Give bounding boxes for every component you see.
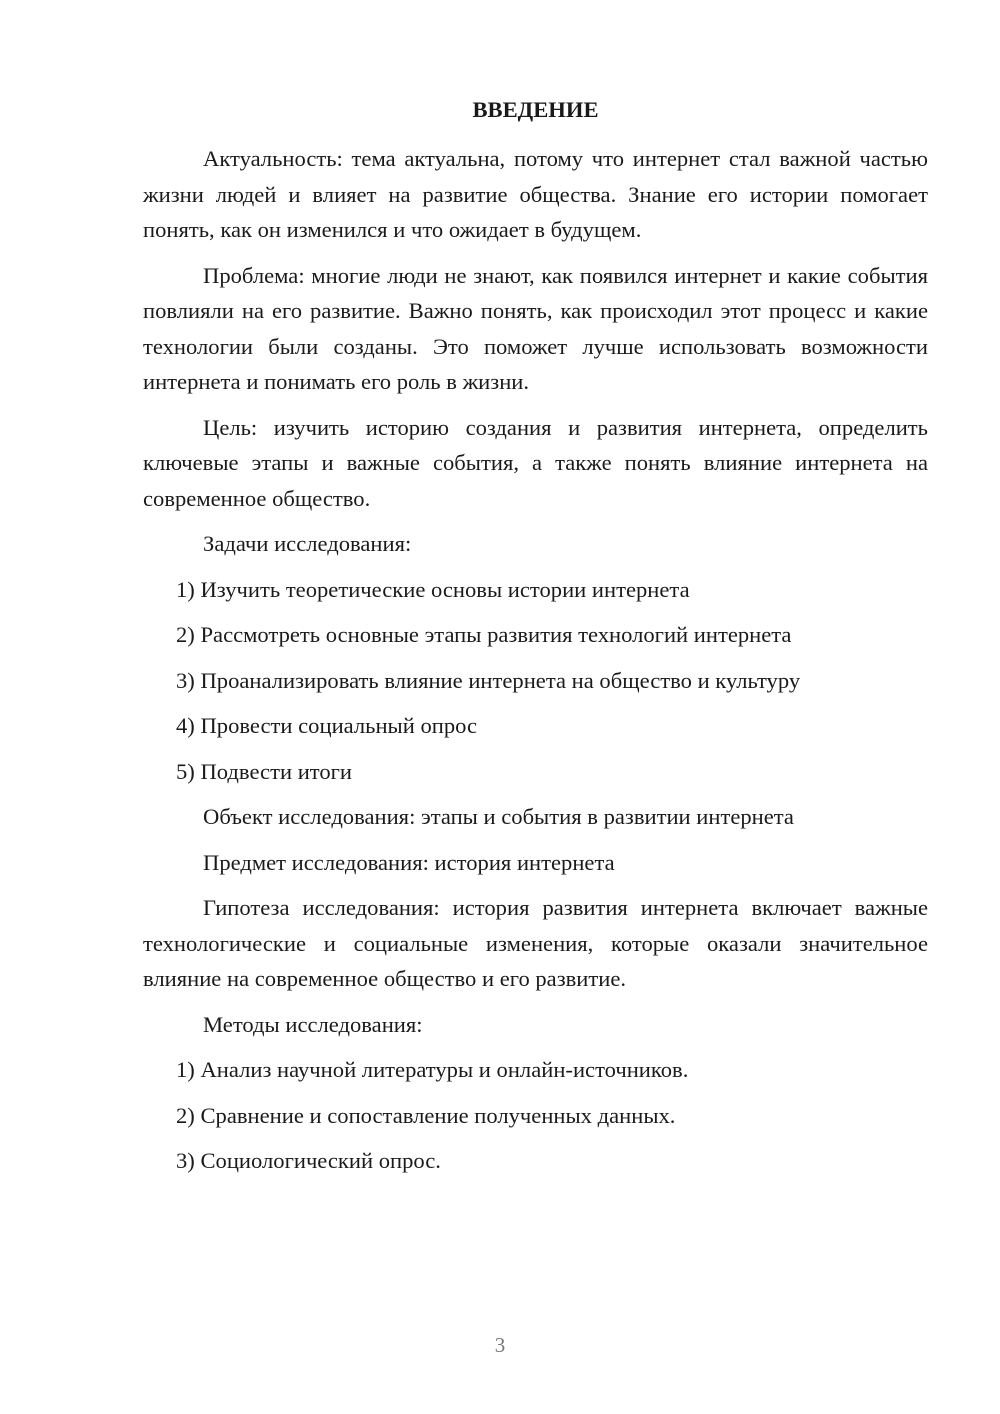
list-item: 4) Провести социальный опрос bbox=[176, 713, 478, 738]
list-item: 2) Сравнение и сопоставление полученных данных. bbox=[176, 1102, 676, 1128]
relevance-paragraph: Актуальность: тема актуальна, потому что интернет стал важной частью жизни людей и влияет на развитие общества. Знание его истории помогает понять, как он изменился и что ожидает в будущем. bbox=[143, 146, 928, 242]
list-item: 1) Изучить теоретические основы истории интернета bbox=[176, 576, 690, 602]
list-item: 3) Проанализировать влияние интернета на общество и культуру bbox=[176, 667, 801, 693]
page-body bbox=[143, 92, 928, 1189]
list-item: 1) Анализ научной литературы и онлайн-источников. bbox=[176, 1057, 689, 1082]
subject-line: Предмет исследования: история интернета bbox=[203, 849, 615, 875]
hypothesis-paragraph: Гипотеза исследования: история развития интернета включает важные технологические и социальные изменения, которые оказали значительное влияние на современное общество и его развитие. bbox=[143, 895, 928, 991]
tasks-heading: Задачи исследования: bbox=[203, 531, 412, 556]
page-title: ВВЕДЕНИЕ bbox=[472, 97, 599, 122]
methods-list bbox=[143, 1052, 928, 1179]
page-number: 3 bbox=[494, 1333, 506, 1357]
methods-heading: Методы исследования: bbox=[203, 1011, 423, 1037]
list-item: 2) Рассмотреть основные этапы развития технологий интернета bbox=[176, 622, 792, 647]
goal-paragraph: Цель: изучить историю создания и развития интернета, определить ключевые этапы и важные события, а также понять влияние интернета на современное общество. bbox=[143, 414, 928, 511]
list-item: 5) Подвести итоги bbox=[176, 758, 353, 784]
object-line: Объект исследования: этапы и события в развитии интернета bbox=[203, 804, 794, 829]
list-item: 3) Социологический опрос. bbox=[176, 1148, 441, 1173]
tasks-list bbox=[143, 572, 928, 790]
problem-paragraph: Проблема: многие люди не знают, как появился интернет и какие события повлияли на его развитие. Важно понять, как происходил этот процесс и какие технологии были созданы. Это поможет лучше использовать возможности интернета и понимать его роль в жизни. bbox=[143, 262, 928, 394]
